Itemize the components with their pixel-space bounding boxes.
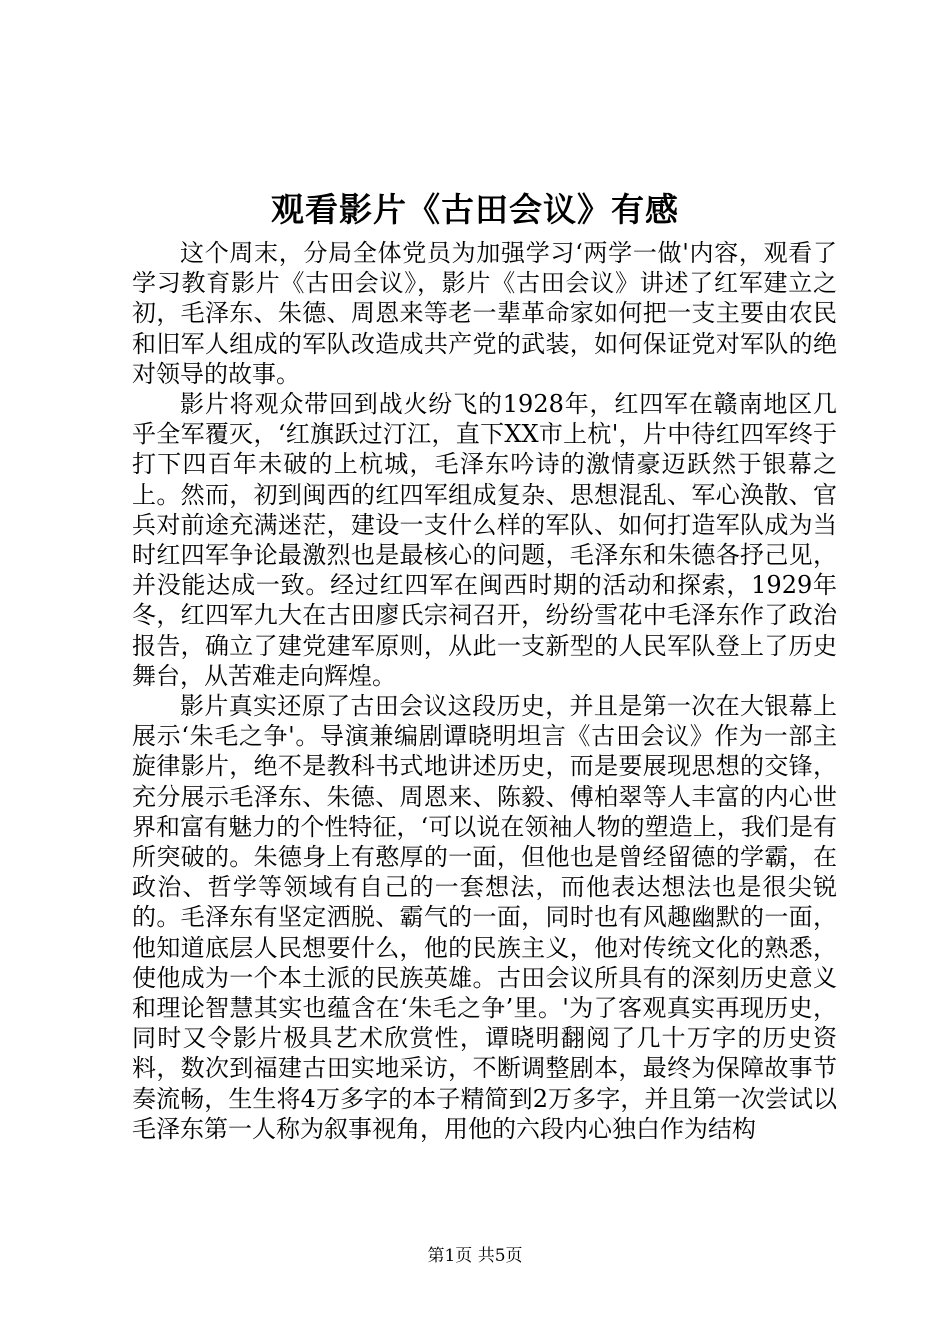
document-body [132,238,837,1144]
paragraph-2: 影片将观众带回到战火纷飞的1928年，红四军在赣南地区几乎全军覆灭，‘红旗跃过汀江，直下XX市上杭'，片中待红四军终于打下四百年未破的上杭城，毛泽东吟诗的激情豪迈跃然于银幕之上。然而，初到闽西的红四军组成复杂、思想混乱、军心涣散、官兵对前途充满迷茫，建设一支什么样的军队、如何打造军队成为当时红四军争论最激烈也是最核心的问题，毛泽东和朱德各抒己见，并没能达成一致。经过红四军在闽西时期的活动和探索，1929年冬，红四军九大在古田廖氏宗祠召开，纷纷雪花中毛泽东作了政治报告，确立了建党建军原则，从此一支新型的人民军队登上了历史舞台，从苦难走向辉煌。 [132,390,837,690]
paragraph-3: 影片真实还原了古田会议这段历史，并且是第一次在大银幕上展示‘朱毛之争'。导演兼编剧谭晓明坦言《古田会议》作为一部主旋律影片，绝不是教科书式地讲述历史，而是要展现思想的交锋，充分展示毛泽东、朱德、周恩来、陈毅、傅柏翠等人丰富的内心世界和富有魅力的个性特征，‘可以说在领袖人物的塑造上，我们是有所突破的。朱德身上有憨厚的一面，但他也是曾经留德的学霸，在政治、哲学等领域有自己的一套想法，而他表达想法也是很尖锐的。毛泽东有坚定洒脱、霸气的一面，同时也有风趣幽默的一面，他知道底层人民想要什么，他的民族主义，他对传统文化的熟悉，使他成为一个本土派的民族英雄。古田会议所具有的深刻历史意义和理论智慧其实也蕴含在‘朱毛之争’里。'为了客观真实再现历史，同时又令影片极具艺术欣赏性，谭晓明翻阅了几十万字的历史资料，数次到福建古田实地采访，不断调整剧本，最终为保障故事节奏流畅，生生将4万多字的本子精简到2万多字，并且第一次尝试以毛泽东第一人称为叙事视角，用他的六段内心独白作为结构 [132,692,837,1143]
page-number-footer: 第1页 共5页 [427,1246,523,1266]
paragraph-1: 这个周末，分局全体党员为加强学习‘两学一做'内容，观看了学习教育影片《古田会议》，影片《古田会议》讲述了红军建立之初，毛泽东、朱德、周恩来等老一辈革命家如何把一支主要由农民和旧军人组成的军队改造成共产党的武装，如何保证党对军队的绝对领导的故事。 [132,239,837,388]
document-title: 观看影片《古田会议》有感 [271,190,679,229]
